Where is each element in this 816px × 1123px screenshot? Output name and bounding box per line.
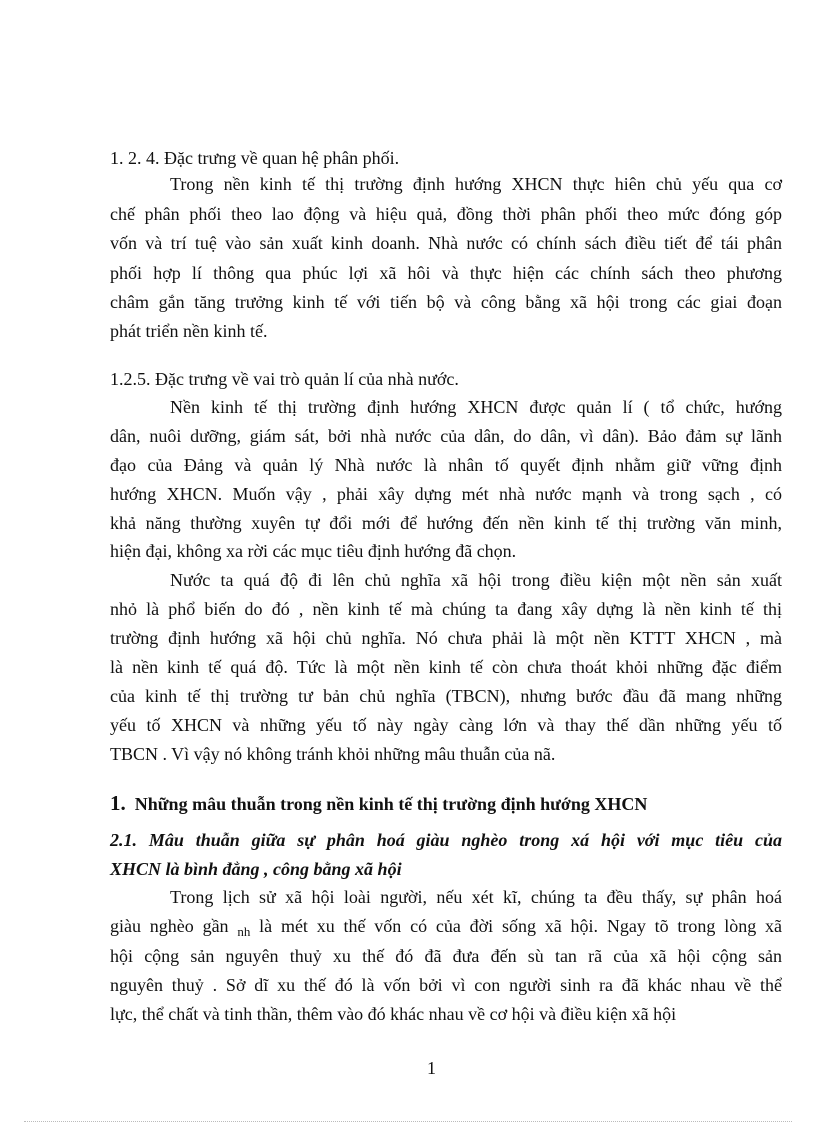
paragraph-line: hội cộng sản nguyên thuỷ xu thế đó đã đưa đến sù tan rã của xã hội cộng sản — [110, 946, 782, 966]
paragraph-line: khả năng thường xuyên tự đổi mới để hướng đến nền kinh tế thị trường văn minh, — [110, 513, 782, 533]
paragraph-line: nguyên thuỷ . Sở dĩ xu thế đó là vốn bởi vì con người sinh ra đã khác nhau về thể — [110, 975, 782, 995]
paragraph-line — [110, 915, 782, 939]
paragraph-line: Nước ta quá độ đi lên chủ nghĩa xã hội trong điều kiện một nền sản xuất — [170, 570, 782, 590]
section-heading-2 — [110, 792, 647, 815]
paragraph-line: phối hợp lí thông qua phúc lợi xã hôi và thực hiện các chính sách theo phương — [110, 263, 782, 283]
section-heading-1-2-5: 1.2.5. Đặc trưng về vai trò quản lí của nhà nước. — [110, 369, 459, 389]
paragraph-line: là nền kinh tế quá độ. Tức là một nền kinh tế còn chưa thoát khỏi những đặc điểm — [110, 657, 782, 677]
page-bottom-rule — [24, 1121, 792, 1122]
paragraph-line: vốn và trí tuệ vào sản xuất kinh doanh. Nhà nước có chính sách điều tiết để tái phân — [110, 233, 782, 253]
subsection-heading-2-1: 2.1. Mâu thuẫn giữa sự phân hoá giàu nghèo trong xá hội với mục tiêu của — [110, 830, 782, 850]
paragraph-line: hướng XHCN. Muốn vậy , phải xây dựng mét nhà nước mạnh và trong sạch , có — [110, 484, 782, 504]
subscript-text: nh — [237, 924, 251, 939]
paragraph-line: chế phân phối theo lao động và hiệu quả, đồng thời phân phối theo mức đóng góp — [110, 204, 782, 224]
paragraph-line: trường định hướng xã hội chủ nghĩa. Nó chưa phải là một nền KTTT XHCN , mà — [110, 628, 782, 648]
paragraph-line: yếu tố XHCN và những yếu tố này ngày càng lớn và thay thế dần những yếu tố — [110, 715, 782, 735]
paragraph-line: phát triển nền kinh tế. — [110, 321, 268, 341]
line-text: giàu nghèo gần — [110, 916, 238, 936]
paragraph-line: hiện đại, không xa rời các mục tiêu định hướng đã chọn. — [110, 541, 517, 561]
section-number: 1. — [110, 791, 126, 815]
paragraph-line: lực, thể chất và tinh thần, thêm vào đó khác nhau về cơ hội và điều kiện xã hội — [110, 1004, 677, 1024]
page-number: 1 — [427, 1058, 436, 1078]
paragraph-line: Trong nền kinh tế thị trường định hướng XHCN thực hiên chủ yếu qua cơ — [170, 174, 782, 194]
paragraph-line: Trong lịch sử xã hội loài người, nếu xét kĩ, chúng ta đều thấy, sự phân hoá — [170, 887, 782, 907]
paragraph-line: dân, nuôi dưỡng, giám sát, bởi nhà nước của dân, do dân, vì dân). Bảo đảm sự lãnh — [110, 426, 782, 446]
paragraph-line: Nền kinh tế thị trường định hướng XHCN được quản lí ( tổ chức, hướng — [170, 397, 782, 417]
paragraph-line: châm gắn tăng trưởng kinh tế với tiến bộ và công bằng xã hội trong các giai đoạn — [110, 292, 782, 312]
paragraph-line: đạo của Đảng và quản lý Nhà nước là nhân tố quyết định nhằm giữ vững định — [110, 455, 782, 475]
paragraph-line: nhỏ là phổ biến do đó , nền kinh tế mà chúng ta đang xây dựng là nền kinh tế thị — [110, 599, 782, 619]
line-text: là mét xu thế vốn có của đời sống xã hội. Ngay tõ trong lòng xã — [250, 916, 782, 936]
paragraph-line: của kinh tế thị trường tư bản chủ nghĩa (TBCN), nhưng bước đầu đã mang những — [110, 686, 782, 706]
section-title: Những mâu thuẫn trong nền kinh tế thị trường định hướng XHCN — [134, 794, 648, 814]
section-heading-1-2-4: 1. 2. 4. Đặc trưng về quan hệ phân phối. — [110, 148, 400, 168]
paragraph-line: TBCN . Vì vậy nó không tránh khỏi những mâu thuẫn của nã. — [110, 744, 556, 764]
subsection-heading-2-1-cont: XHCN là bình đẳng , công bằng xã hội — [110, 859, 402, 879]
